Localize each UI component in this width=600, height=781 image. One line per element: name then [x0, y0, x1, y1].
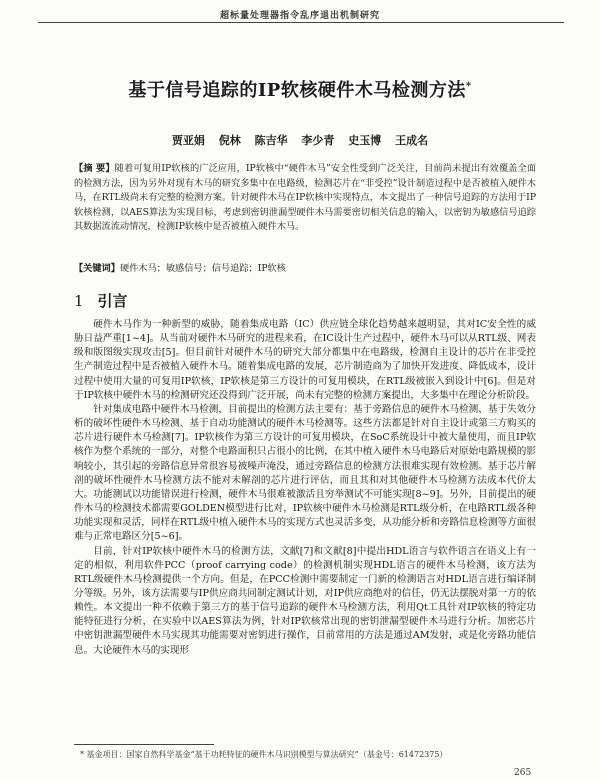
keywords: [74, 262, 536, 276]
title-text: 基于信号追踪的IP软核硬件木马检测方法: [128, 80, 466, 101]
keywords-label: 【关键词】: [74, 263, 120, 274]
section-title: 引言: [97, 292, 128, 310]
section-heading: [74, 290, 128, 311]
title-footnote-mark: *: [465, 81, 472, 92]
abstract: [74, 162, 536, 235]
author-list: 贾亚娟 倪林 陈吉华 李少青 史玉博 王成名: [171, 134, 429, 147]
paper-title: [40, 76, 560, 102]
paragraph: 针对集成电路中硬件木马检测，目前提出的检测方法主要有：基于旁路信息的硬件木马检测、基于失效分析的破坏性硬件木马检测、基于自动功能测试的硬件木马检测等。这些方法都是针对自主设计或第三方购买的芯片进行硬件木马检测[7]。IP软核作为第三方设计的可复用模块，在SoC系统设计中被大量使用，而且IP软核作为整个系统的一部分，对整个电路面积只占很小的比例，在其中植入硬件木马电路后对原始电路规模的影响较小，其引起的旁路信息异常很容易被噪声淹没，通过旁路信息的检测方法很难实现有效检测。基于芯片解剖的破坏性硬件木马检测方法不能对未解剖的芯片进行评估，而且其和对其他硬件木马检测方法成本代价太大。功能测试以功能错误进行检测，硬件木马很难被激活且穷举测试不可能实现[8~9]。另外，目前提出的硬件木马的检测技术都需要GOLDEN模型进行比对，IP软核中硬件木马检测是RTL级分析，在电路RTL级各种功能实现和灵活，同样在RTL级中植入硬件木马的实现方式也灵活多变，从功能分析和旁路信息检测等方面很难与正常电路区分[5~6]。: [74, 403, 536, 543]
keywords-text: 硬件木马；敏感信号；信号追踪；IP软核: [119, 263, 286, 274]
footnote: * 基金项目：国家自然科学基金“基于功耗特征的硬件木马识别模型与算法研究”（基金号：61472375）: [80, 750, 448, 759]
abstract-text: 随着可复用IP软核的广泛应用，IP软核中“硬件木马”安全性受到广泛关注，目前尚未提出有效覆盖全面的检测方法，因为另外对现有木马的研究多集中在电路级，检测芯片在“非受控”设计制造过程中是否被植入硬件木马，在RTL级尚未有完整的检测方案。针对硬件木马在IP软核中实现特点，本文提出了一种信号追踪的方法用于IP软核检测，以AES算法为实现目标，考虑到密钥泄漏型硬件木马需要密切相关信息的输入，以密钥为敏感信号追踪其数据流流动情况，检测IP软核中是否被植入硬件木马。: [74, 163, 537, 233]
paragraph: 硬件木马作为一种新型的威胁，随着集成电路（IC）供应链全球化趋势越来越明显，其对IC安全性的威胁日益严重[1~4]。从当前对硬件木马研究的进程来看，在IC设计生产过程中，硬件木马可以从RTL级、网表级和版图级实现攻击[5]。但目前针对硬件木马的研究大部分都集中在电路级，检测自主设计的芯片在非受控生产制造过程中是否被植入硬件木马。随着集成电路的发展，芯片制造商为了加快开发进度、降低成本，设计过程中使用大量的可复用IP软核，IP软核是第三方设计的可复用模块，在RTL级被嵌入到设计中[6]。但是对于IP软核中硬件木马的检测研究还没得到广泛开展，尚未有完整的检测方案提出，大多集中在理论分析阶段。: [74, 319, 536, 401]
running-head: 超标量处理器指令乱序退出机制研究: [219, 11, 380, 21]
body-text: [74, 318, 536, 658]
paragraph: 目前，针对IP软核中硬件木马的检测方法，文献[7]和文献[8]中提出HDL语言与软件语言在语义上有一定的相似，利用软件PCC（proof carrying code）的检测机制实现HDL语言的硬件木马检测，该方法为RTL级硬件木马检测提供一个方向。但是，在PCC检测中需要制定一门新的检测语言对HDL语言进行编译制分等级。另外，该方法需要与IP供应商共同制定测试计划，对IP供应商绝对的信任，仍无法摆脱对第一方的依赖性。本文提出一种不依赖于第三方的基于信号追踪的硬件木马检测方法，利用Qt工具针对IP软核的特定功能特征进行分析，在实验中以AES算法为例，针对IP软核常出现的密钥泄漏型硬件木马进行分析。加密芯片中密钥泄漏型硬件木马实现其功能需要对密钥进行操作，目前常用的方法是通过AM发射，或是化旁路功能信息。大论硬件木马的实现形: [74, 545, 536, 656]
section-number: 1: [74, 292, 84, 310]
header-rule: [38, 22, 564, 23]
page-number: 265: [514, 768, 532, 778]
footnote-rule: [74, 744, 214, 745]
abstract-label: 【摘 要】: [74, 163, 115, 174]
